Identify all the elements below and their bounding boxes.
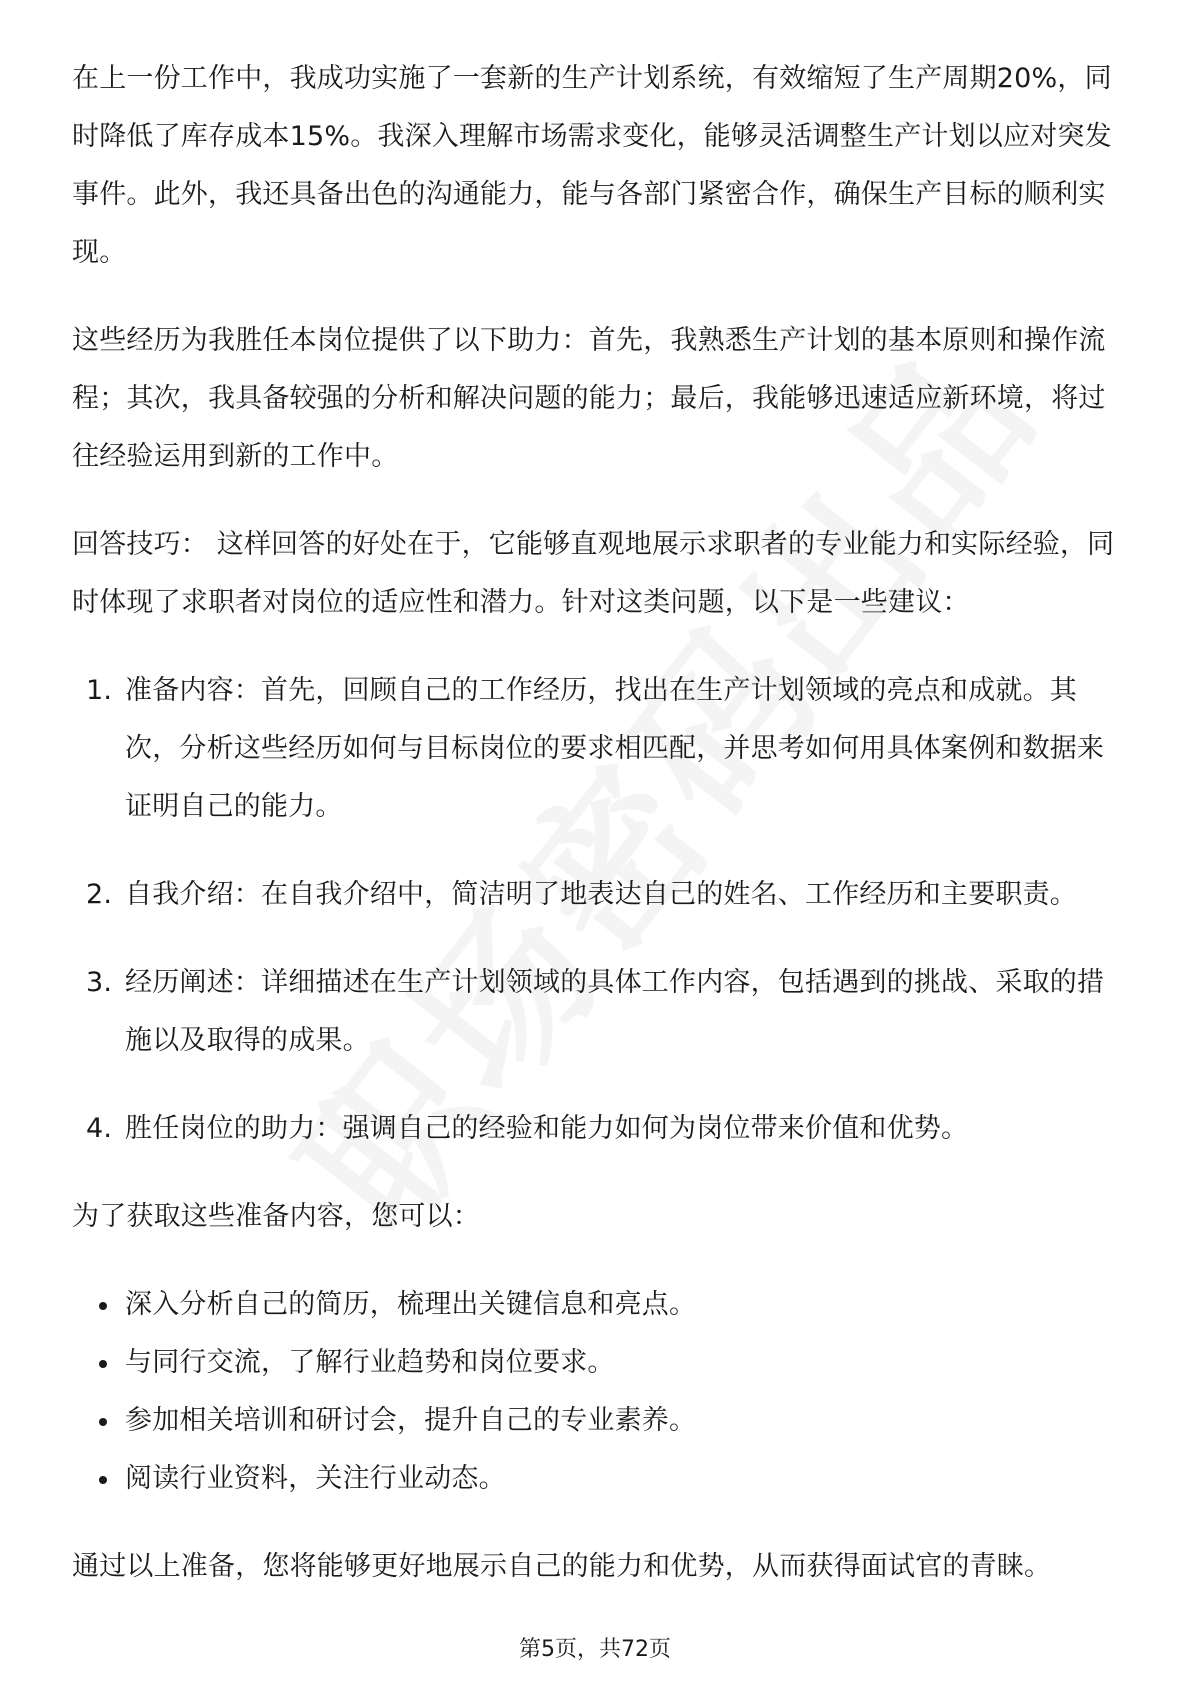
list-item (72, 1392, 1124, 1450)
bullet-icon (99, 1360, 107, 1368)
list-item-text: 胜任岗位的助力：强调自己的经验和能力如何为岗位带来价值和优势。 (125, 1113, 969, 1144)
list-item-text: 准备内容：首先，回顾自己的工作经历，找出在生产计划领域的亮点和成就。其次，分析这些经历如何与目标岗位的要求相匹配，并思考如何用具体案例和数据来证明自己的能力。 (125, 675, 1105, 822)
paragraph-preparation-intro: 为了获取这些准备内容，您可以： (72, 1201, 480, 1232)
bullet-icon (99, 1302, 107, 1310)
page-number: 第5页，共72页 (519, 1637, 671, 1662)
list-item (72, 1100, 1124, 1158)
list-item (72, 954, 1124, 1070)
paragraph-experience: 在上一份工作中，我成功实施了一套新的生产计划系统，有效缩短了生产周期20%，同时降低了库存成本15%。我深入理解市场需求变化，能够灵活调整生产计划以应对突发事件。此外，我还具备出色的沟通能力，能与各部门紧密合作，确保生产目标的顺利实现。 (72, 63, 1112, 268)
list-item (72, 1450, 1124, 1508)
paragraph-conclusion: 通过以上准备，您将能够更好地展示自己的能力和优势，从而获得面试官的青睐。 (72, 1551, 1052, 1582)
paragraph-answer-tips: 回答技巧： 这样回答的好处在于，它能够直观地展示求职者的专业能力和实际经验，同时体现了求职者对岗位的适应性和潜力。针对这类问题，以下是一些建议： (72, 529, 1115, 618)
list-item (72, 1276, 1124, 1334)
list-item-text: 阅读行业资料，关注行业动态。 (125, 1463, 506, 1494)
list-item-text: 自我介绍：在自我介绍中，简洁明了地表达自己的姓名、工作经历和主要职责。 (125, 879, 1077, 910)
suggestions-list (72, 662, 1124, 1158)
list-item (72, 662, 1124, 836)
list-item-number: 2. (86, 879, 113, 910)
list-item (72, 866, 1124, 924)
bullet-icon (99, 1418, 107, 1426)
list-item-text: 参加相关培训和研讨会，提升自己的专业素养。 (125, 1405, 697, 1436)
list-item-number: 3. (86, 967, 113, 998)
list-item-number: 1. (86, 675, 113, 706)
preparation-list (72, 1276, 1124, 1508)
list-item-text: 经历阐述：详细描述在生产计划领域的具体工作内容，包括遇到的挑战、采取的措施以及取得的成果。 (125, 967, 1105, 1056)
list-item (72, 1334, 1124, 1392)
paragraph-advantages: 这些经历为我胜任本岗位提供了以下助力：首先，我熟悉生产计划的基本原则和操作流程；其次，我具备较强的分析和解决问题的能力；最后，我能够迅速适应新环境，将过往经验运用到新的工作中。 (72, 325, 1106, 472)
list-item-text: 深入分析自己的简历，梳理出关键信息和亮点。 (125, 1289, 697, 1320)
document-body (72, 50, 1124, 1626)
bullet-icon (99, 1476, 107, 1484)
list-item-text: 与同行交流，了解行业趋势和岗位要求。 (125, 1347, 615, 1378)
list-item-number: 4. (86, 1113, 113, 1144)
